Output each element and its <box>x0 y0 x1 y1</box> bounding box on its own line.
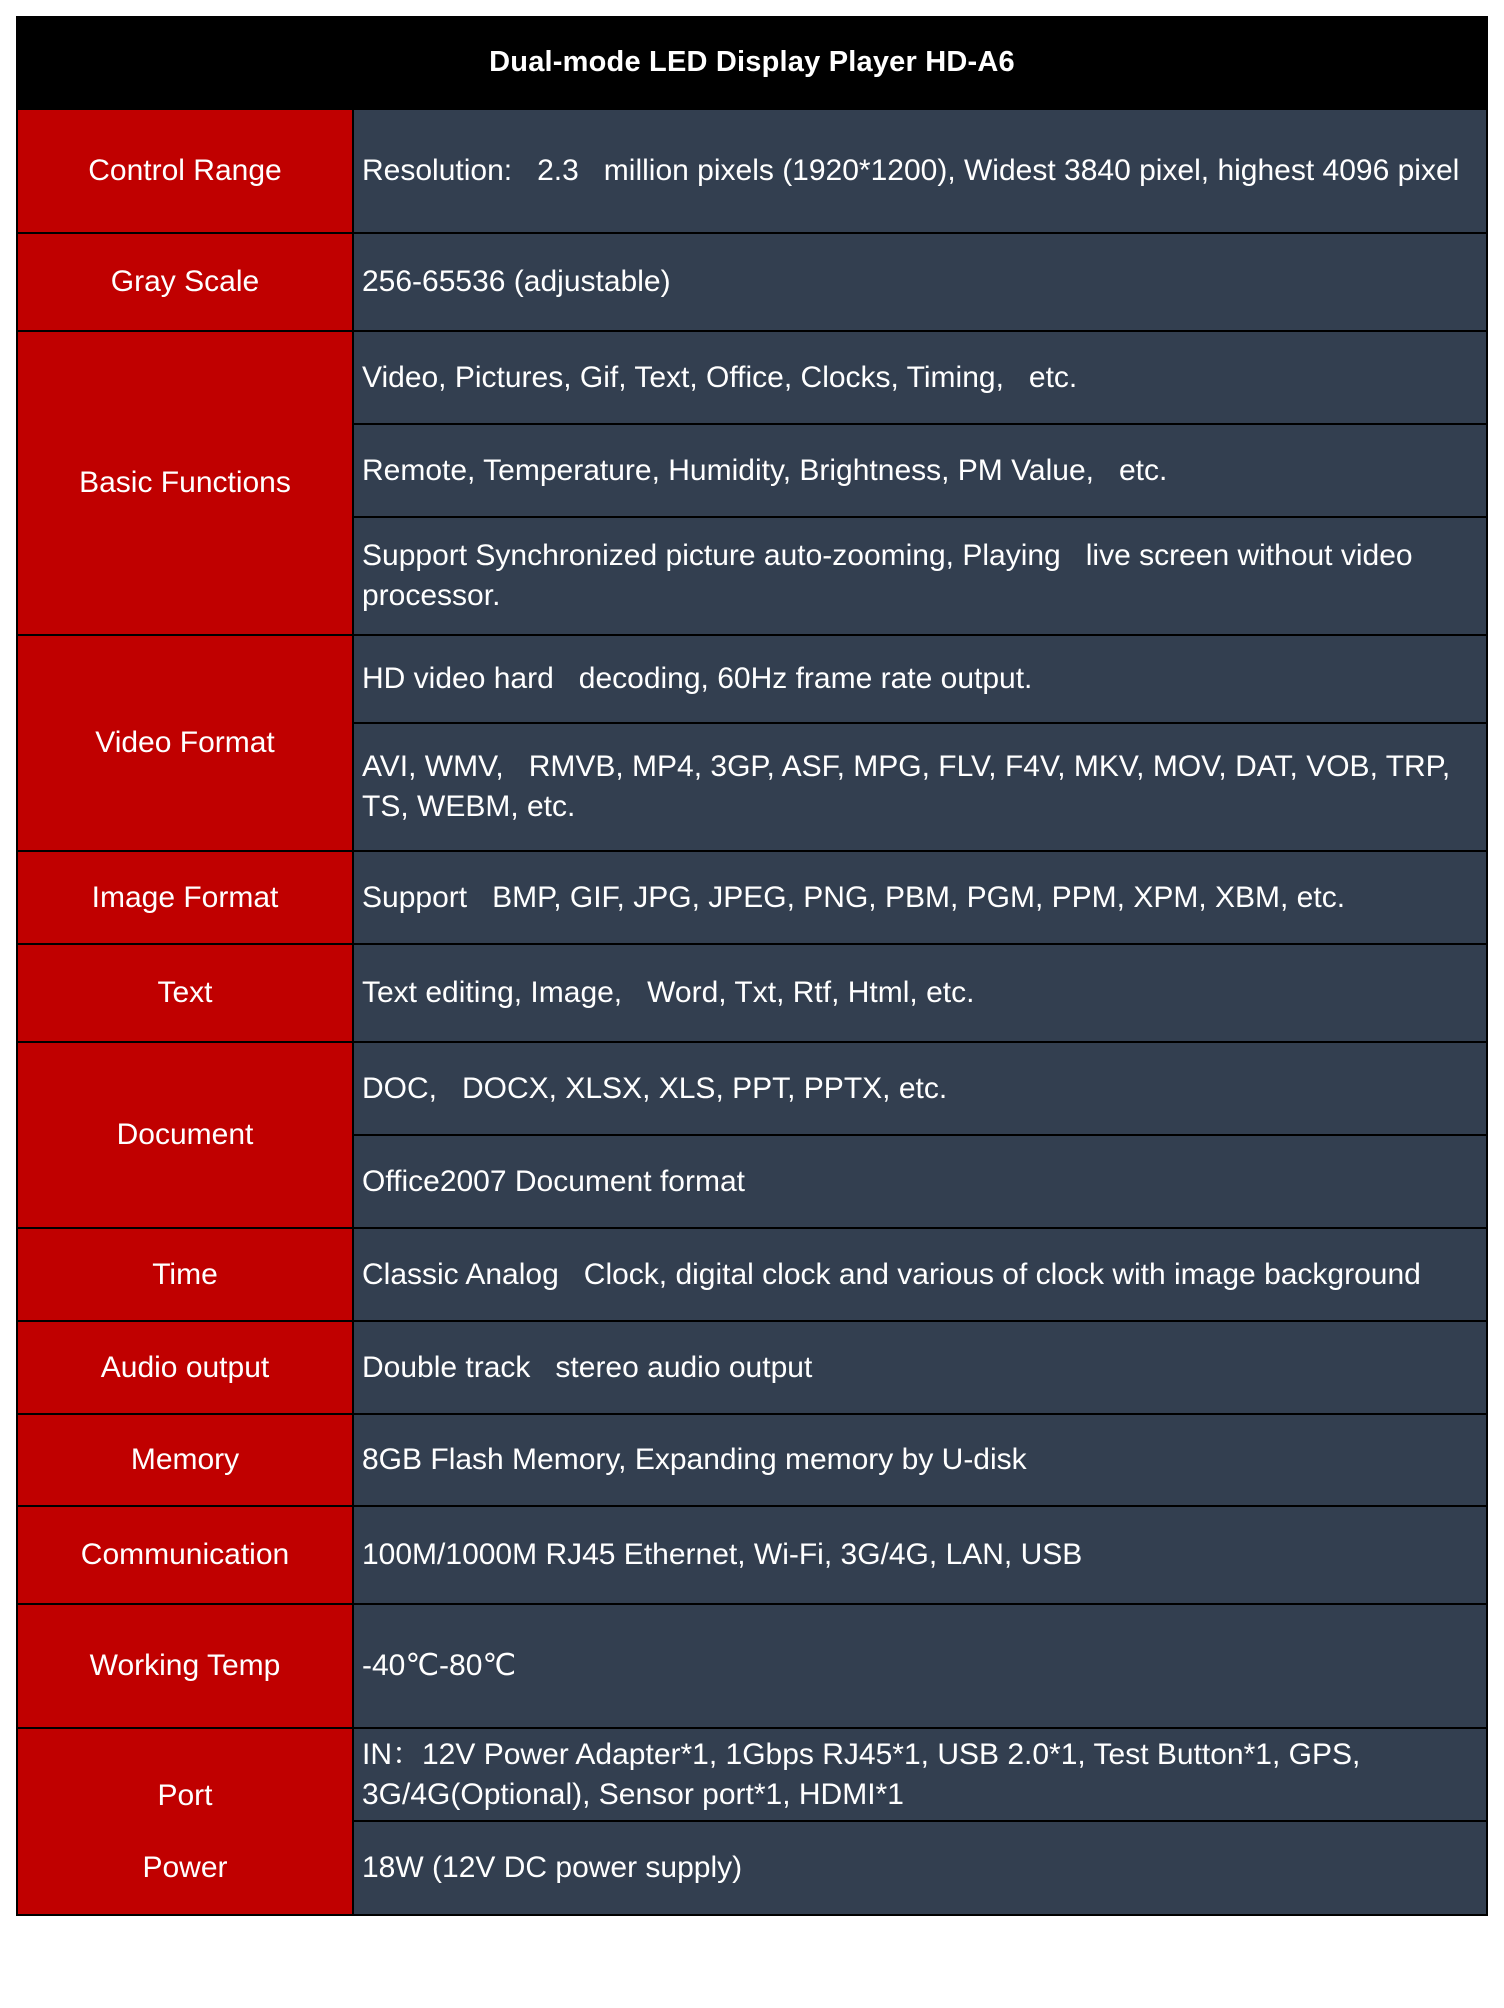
row-label-video-format: Video Format <box>18 636 352 850</box>
row-value-document-2: Office2007 Document format <box>354 1136 1486 1227</box>
row-value-document-1: DOC, DOCX, XLSX, XLS, PPT, PPTX, etc. <box>354 1043 1486 1134</box>
row-value-text: Text editing, Image, Word, Txt, Rtf, Html, etc. <box>354 945 1486 1041</box>
row-value-time: Classic Analog Clock, digital clock and various of clock with image background <box>354 1229 1486 1320</box>
row-value-working-temp: -40℃-80℃ <box>354 1605 1486 1727</box>
spec-table <box>16 16 1488 1822</box>
row-value-communication: 100M/1000M RJ45 Ethernet, Wi-Fi, 3G/4G, LAN, USB <box>354 1507 1486 1603</box>
row-value-control-range: Resolution: 2.3 million pixels (1920*1200), Widest 3840 pixel, highest 4096 pixel <box>354 110 1486 232</box>
table-title: Dual-mode LED Display Player HD-A6 <box>18 16 1486 108</box>
row-value-basic-functions-3: Support Synchronized picture auto-zooming, Playing live screen without video processor. <box>354 518 1486 634</box>
row-value-memory: 8GB Flash Memory, Expanding memory by U-disk <box>354 1415 1486 1505</box>
row-value-video-format-1: HD video hard decoding, 60Hz frame rate output. <box>354 636 1486 722</box>
row-value-image-format: Support BMP, GIF, JPG, JPEG, PNG, PBM, PGM, PPM, XPM, XBM, etc. <box>354 852 1486 943</box>
row-value-video-format-2: AVI, WMV, RMVB, MP4, 3GP, ASF, MPG, FLV, F4V, MKV, MOV, DAT, VOB, TRP, TS, WEBM, etc. <box>354 724 1486 850</box>
row-label-audio-output: Audio output <box>18 1322 352 1413</box>
row-value-audio-output: Double track stereo audio output <box>354 1322 1486 1413</box>
spec-table-power <box>16 1822 1488 1916</box>
row-label-time: Time <box>18 1229 352 1320</box>
row-label-gray-scale: Gray Scale <box>18 234 352 330</box>
row-label-communication: Communication <box>18 1507 352 1603</box>
row-label-text: Text <box>18 945 352 1041</box>
row-value-power: 18W (12V DC power supply) <box>354 1822 1486 1914</box>
row-value-port-in: IN：12V Power Adapter*1, 1Gbps RJ45*1, USB 2.0*1, Test Button*1, GPS, 3G/4G(Optional), Sensor port*1, HDMI*1 <box>354 1729 1486 1820</box>
row-label-power: Power <box>18 1822 352 1914</box>
row-label-memory: Memory <box>18 1415 352 1505</box>
row-label-control-range: Control Range <box>18 110 352 232</box>
row-label-working-temp: Working Temp <box>18 1605 352 1727</box>
row-label-port: Port <box>18 1729 352 1862</box>
row-value-gray-scale: 256-65536 (adjustable) <box>354 234 1486 330</box>
row-label-basic-functions: Basic Functions <box>18 332 352 634</box>
row-value-basic-functions-1: Video, Pictures, Gif, Text, Office, Clocks, Timing, etc. <box>354 332 1486 423</box>
row-value-basic-functions-2: Remote, Temperature, Humidity, Brightness, PM Value, etc. <box>354 425 1486 516</box>
row-label-document: Document <box>18 1043 352 1227</box>
row-label-image-format: Image Format <box>18 852 352 943</box>
